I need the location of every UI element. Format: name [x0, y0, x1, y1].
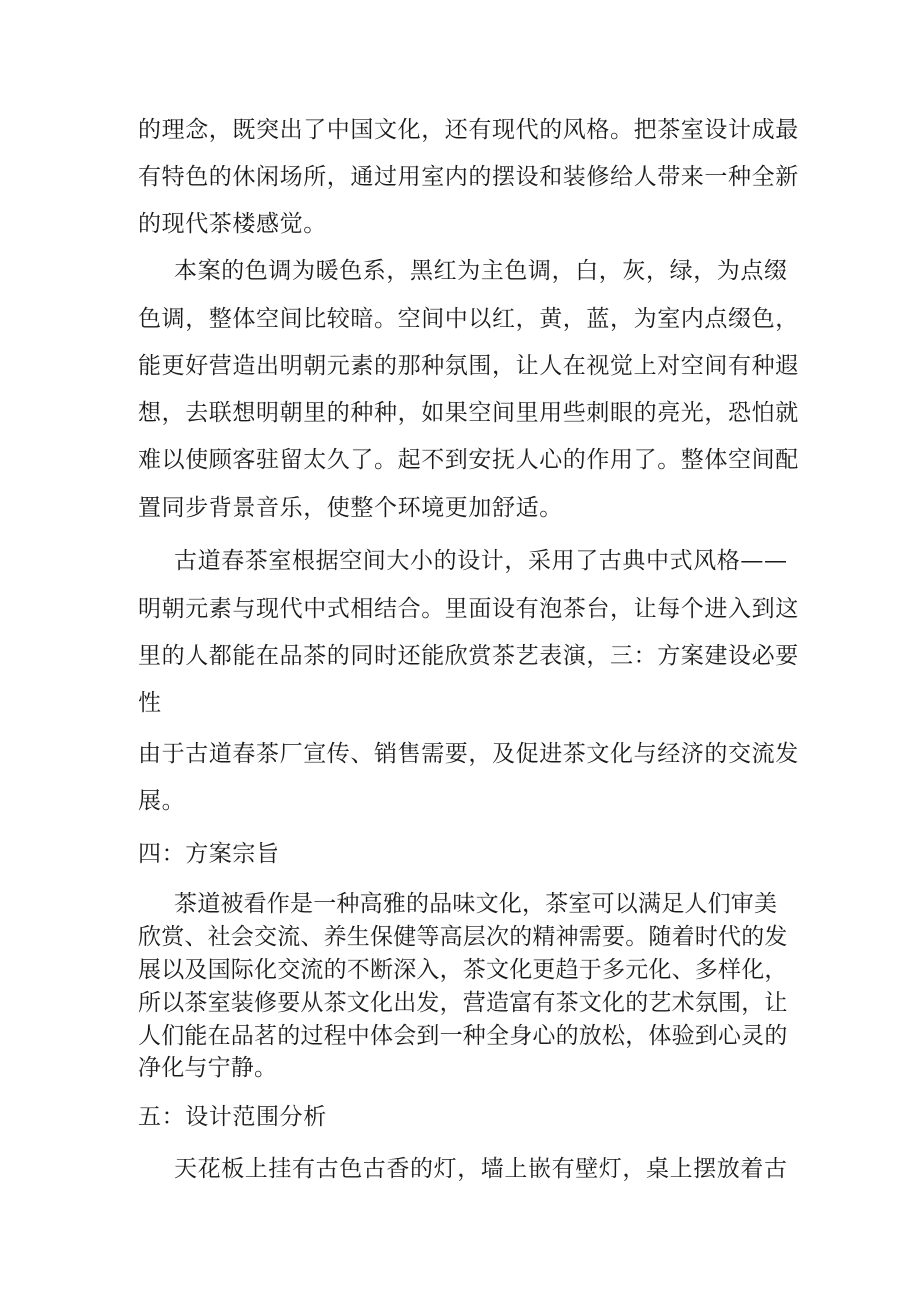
text-line: 天花板上挂有古色古香的灯，墙上嵌有壁灯，桌上摆放着古	[174, 1156, 788, 1182]
section-heading: 四：方案宗旨	[138, 841, 280, 867]
text-line: 里的人都能在品茶的同时还能欣赏茶艺表演，三：方案建设必要	[138, 643, 799, 669]
section-heading: 五：设计范围分析	[138, 1104, 327, 1130]
text-line: 本案的色调为暖色系，黑红为主色调，白，灰，绿，为点缀	[174, 258, 788, 284]
text-line: 能更好营造出明朝元素的那种氛围，让人在视觉上对空间有种遐	[138, 353, 799, 379]
text-line: 所以茶室装修要从茶文化出发，营造富有茶文化的艺术氛围，让	[138, 990, 788, 1016]
text-line: 想，去联想明朝里的种种，如果空间里用些刺眼的亮光，恐怕就	[138, 400, 799, 426]
text-line: 性	[138, 690, 162, 716]
text-line: 茶道被看作是一种高雅的品味文化，茶室可以满足人们审美	[174, 891, 778, 917]
text-line: 有特色的休闲场所，通过用室内的摆设和装修给人带来一种全新	[138, 164, 799, 190]
text-line: 的现代茶楼感觉。	[138, 211, 327, 237]
text-line: 置同步背景音乐，使整个环境更加舒适。	[138, 495, 563, 521]
text-line: 色调，整体空间比较暗。空间中以红，黄，蓝，为室内点缀色，	[138, 306, 799, 332]
text-line: 人们能在品茗的过程中体会到一种全身心的放松，体验到心灵的	[138, 1023, 788, 1049]
text-line: 由于古道春茶厂宣传、销售需要，及促进茶文化与经济的交流发	[138, 741, 799, 767]
text-line: 欣赏、社会交流、养生保健等高层次的精神需要。随着时代的发	[138, 924, 788, 950]
text-line: 难以使顾客驻留太久了。起不到安抚人心的作用了。整体空间配	[138, 447, 799, 473]
text-line: 古道春茶室根据空间大小的设计，采用了古典中式风格——	[174, 548, 788, 574]
text-line: 的理念，既突出了中国文化，还有现代的风格。把茶室设计成最	[138, 117, 799, 143]
text-line: 展。	[138, 788, 186, 814]
text-line: 净化与宁静。	[138, 1055, 278, 1081]
text-line: 明朝元素与现代中式相结合。里面设有泡茶台，让每个进入到这	[138, 596, 799, 622]
text-line: 展以及国际化交流的不断深入，茶文化更趋于多元化、多样化，	[138, 957, 788, 983]
